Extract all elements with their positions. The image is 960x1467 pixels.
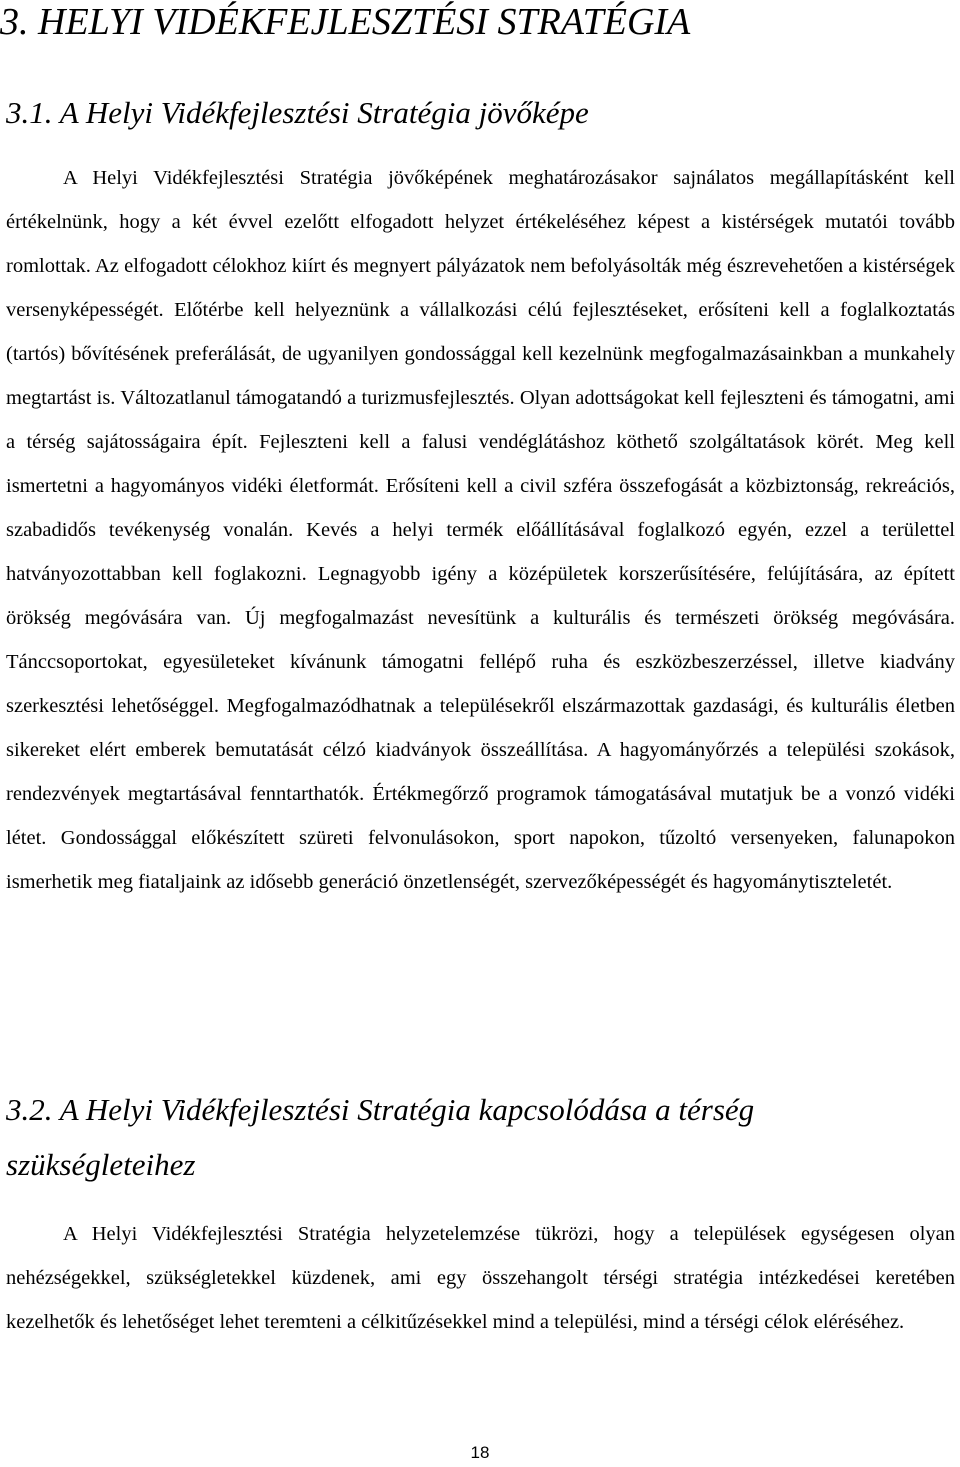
section-paragraph-3-1: A Helyi Vidékfejlesztési Stratégia jövőképének meghatározásakor sajnálatos megállapításként kell értékelnünk, hogy a két évvel ezelőtt elfogadott helyzet értékeléséhez képest a kistérségek mutatói tovább romlottak. Az elfogadott célokhoz kiírt és megnyert pályázatok nem befolyásolták még észrevehetően a kistérségek versenyképességét. Előtérbe kell helyeznünk a vállalkozási célú fejlesztéseket, erősíteni kell a foglalkoztatás (tartós) bővítésének preferálását, de ugyanilyen gondossággal kell kezelnünk megfogalmazásainkban a munkahely megtartást is. Változatlanul támogatandó a turizmusfejlesztés. Olyan adottságokat kell fejleszteni és támogatni, ami a térség sajátosságaira épít. Fejleszteni kell a falusi vendéglátáshoz köthető szolgáltatások körét. Meg kell ismertetni a hagyományos vidéki életformát. Erősíteni kell a civil szféra összefogását a közbiztonság, rekreációs, szabadidős tevékenység vonalán. Kevés a helyi termék előállításával foglalkozó egyén, ezzel a területtel hatványozottabban kell foglakozni. Legnagyobb igény a középületek korszerűsítésére, felújítására, az épített örökség megóvására van. Új megfogalmazást nevesítünk a kulturális és természeti örökség megóvására. Tánccsoportokat, egyesületeket kívánunk támogatni fellépő ruha és eszközbeszerzéssel, illetve kiadvány szerkesztési lehetőséggel. Megfogalmazódhatnak a településekről elszármazottak gazdasági, és kulturális életben sikereket elért emberek bemutatását célzó kiadványok összeállítása. A hagyományőrzés a települési szokások, rendezvények megtartásával fenntarthatók. Értékmegőrző programok támogatásával mutatjuk be a vonzó vidéki létet. Gondossággal előkészített szüreti felvonulásokon, sport napokon, tűzoltó versenyeken, falunapokon ismerhetik meg fiataljaink az idősebb generáció önzetlenségét, szervezőképességét és hagyománytiszteletét. bbox=[6, 167, 955, 893]
page-number: 18 bbox=[470, 1443, 490, 1462]
section-title-3-2: 3.2. A Helyi Vidékfejlesztési Stratégia kapcsolódása a térség szükségleteihez bbox=[6, 1092, 755, 1182]
section-title-3-1: 3.1. A Helyi Vidékfejlesztési Stratégia jövőképe bbox=[6, 95, 589, 130]
chapter-title: 3. HELYI VIDÉKFEJLESZTÉSI STRATÉGIA bbox=[0, 1, 691, 43]
section-paragraph-3-2: A Helyi Vidékfejlesztési Stratégia helyzetelemzése tükrözi, hogy a települések egységesen olyan nehézségekkel, szükségletekkel küzdenek, ami egy összehangolt térségi stratégia intézkedései keretében kezelhetők és lehetőséget lehet teremteni a célkitűzésekkel mind a települési, mind a térségi célok eléréséhez. bbox=[6, 1223, 955, 1333]
